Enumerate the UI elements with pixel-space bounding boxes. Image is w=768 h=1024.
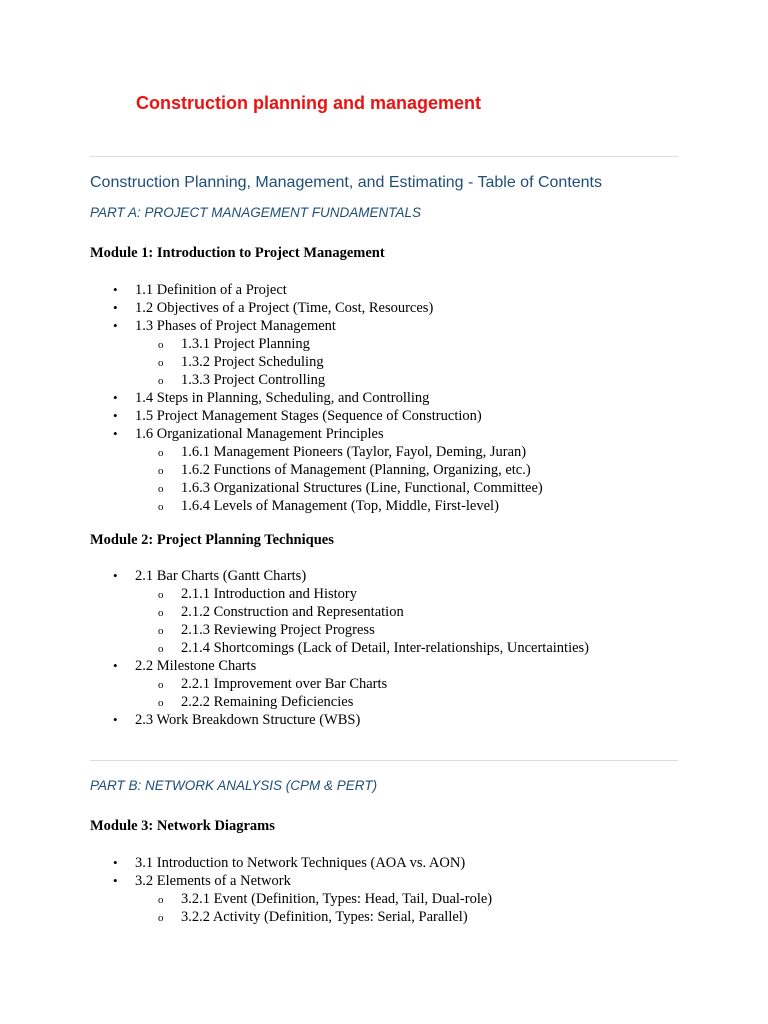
- list-item-text: 1.6.4 Levels of Management (Top, Middle, First-level): [181, 498, 499, 514]
- list-item-text: 1.1 Definition of a Project: [135, 282, 287, 298]
- list-item-text: 3.2 Elements of a Network: [135, 873, 291, 889]
- part-b-heading: PART B: NETWORK ANALYSIS (CPM & PERT): [90, 778, 378, 793]
- list-item-text: 2.3 Work Breakdown Structure (WBS): [135, 712, 361, 728]
- sub-list-item: [0, 693, 589, 711]
- list-item: [0, 657, 589, 675]
- sub-list-item: [0, 371, 543, 389]
- list-item: [0, 317, 543, 335]
- list-item-text: 1.6.2 Functions of Management (Planning, Organizing, etc.): [181, 462, 531, 478]
- list-item-text: 2.1 Bar Charts (Gantt Charts): [135, 568, 307, 584]
- list-item-text: 1.5 Project Management Stages (Sequence of Construction): [135, 408, 482, 424]
- sub-list-item: [0, 443, 543, 461]
- bullet-icon: •: [113, 873, 118, 888]
- list-item: [0, 299, 543, 317]
- bullet-icon: o: [158, 679, 164, 691]
- list-item-text: 1.3 Phases of Project Management: [135, 318, 336, 334]
- list-item: [0, 711, 589, 729]
- divider: [90, 760, 678, 761]
- list-item: [0, 425, 543, 443]
- bullet-icon: o: [158, 643, 164, 655]
- bullet-icon: o: [158, 697, 164, 709]
- bullet-icon: •: [113, 390, 118, 405]
- document-title: Construction planning and management: [136, 93, 482, 113]
- toc-title: Construction Planning, Management, and Estimating - Table of Contents: [90, 174, 602, 191]
- bullet-icon: o: [158, 357, 164, 369]
- list-item: [0, 872, 492, 890]
- sub-list-item: [0, 639, 589, 657]
- list-item: [0, 281, 543, 299]
- bullet-icon: o: [158, 607, 164, 619]
- list-item-text: 1.6.1 Management Pioneers (Taylor, Fayol, Deming, Juran): [181, 444, 527, 460]
- part-a-heading: PART A: PROJECT MANAGEMENT FUNDAMENTALS: [90, 205, 422, 220]
- sub-list-item: [0, 335, 543, 353]
- module-3-list: [0, 854, 492, 926]
- bullet-icon: •: [113, 712, 118, 727]
- bullet-icon: •: [113, 300, 118, 315]
- list-item-text: 2.1.3 Reviewing Project Progress: [181, 622, 375, 638]
- bullet-icon: o: [158, 912, 164, 924]
- list-item-text: 1.2 Objectives of a Project (Time, Cost, Resources): [135, 300, 434, 316]
- bullet-icon: o: [158, 625, 164, 637]
- module-1-heading: Module 1: Introduction to Project Management: [90, 245, 385, 261]
- bullet-icon: •: [113, 408, 118, 423]
- bullet-icon: •: [113, 658, 118, 673]
- list-item-text: 3.2.1 Event (Definition, Types: Head, Tail, Dual-role): [181, 891, 493, 907]
- sub-list-item: [0, 603, 589, 621]
- list-item-text: 2.1.1 Introduction and History: [181, 586, 357, 602]
- bullet-icon: •: [113, 568, 118, 583]
- bullet-icon: o: [158, 589, 164, 601]
- list-item: [0, 854, 492, 872]
- list-item-text: 1.6.3 Organizational Structures (Line, Functional, Committee): [181, 480, 543, 496]
- bullet-icon: •: [113, 282, 118, 297]
- sub-list-item: [0, 908, 492, 926]
- bullet-icon: o: [158, 339, 164, 351]
- bullet-icon: •: [113, 426, 118, 441]
- module-2-heading: Module 2: Project Planning Techniques: [90, 532, 334, 548]
- list-item: [0, 389, 543, 407]
- list-item-text: 2.1.4 Shortcomings (Lack of Detail, Inter-relationships, Uncertainties): [181, 640, 590, 656]
- list-item: [0, 567, 589, 585]
- module-1-list: [0, 281, 543, 515]
- list-item-text: 2.1.2 Construction and Representation: [181, 604, 404, 620]
- bullet-icon: •: [113, 318, 118, 333]
- bullet-icon: o: [158, 447, 164, 459]
- list-item-text: 2.2.1 Improvement over Bar Charts: [181, 676, 388, 692]
- bullet-icon: o: [158, 501, 164, 513]
- sub-list-item: [0, 461, 543, 479]
- sub-list-item: [0, 353, 543, 371]
- list-item-text: 3.2.2 Activity (Definition, Types: Serial, Parallel): [181, 909, 468, 925]
- sub-list-item: [0, 497, 543, 515]
- list-item-text: 1.4 Steps in Planning, Scheduling, and Controlling: [135, 390, 430, 406]
- module-2-list: [0, 567, 589, 729]
- list-item: [0, 407, 543, 425]
- list-item-text: 1.3.1 Project Planning: [181, 336, 310, 352]
- list-item-text: 3.1 Introduction to Network Techniques (AOA vs. AON): [135, 855, 466, 871]
- list-item-text: 1.3.2 Project Scheduling: [181, 354, 324, 370]
- sub-list-item: [0, 621, 589, 639]
- bullet-icon: o: [158, 465, 164, 477]
- sub-list-item: [0, 585, 589, 603]
- bullet-icon: o: [158, 375, 164, 387]
- list-item-text: 1.6 Organizational Management Principles: [135, 426, 384, 442]
- list-item-text: 2.2.2 Remaining Deficiencies: [181, 694, 354, 710]
- bullet-icon: o: [158, 483, 164, 495]
- list-item-text: 2.2 Milestone Charts: [135, 658, 257, 674]
- sub-list-item: [0, 479, 543, 497]
- sub-list-item: [0, 890, 492, 908]
- list-item-text: 1.3.3 Project Controlling: [181, 372, 326, 388]
- bullet-icon: o: [158, 894, 164, 906]
- divider: [90, 156, 678, 157]
- bullet-icon: •: [113, 855, 118, 870]
- module-3-heading: Module 3: Network Diagrams: [90, 818, 275, 834]
- sub-list-item: [0, 675, 589, 693]
